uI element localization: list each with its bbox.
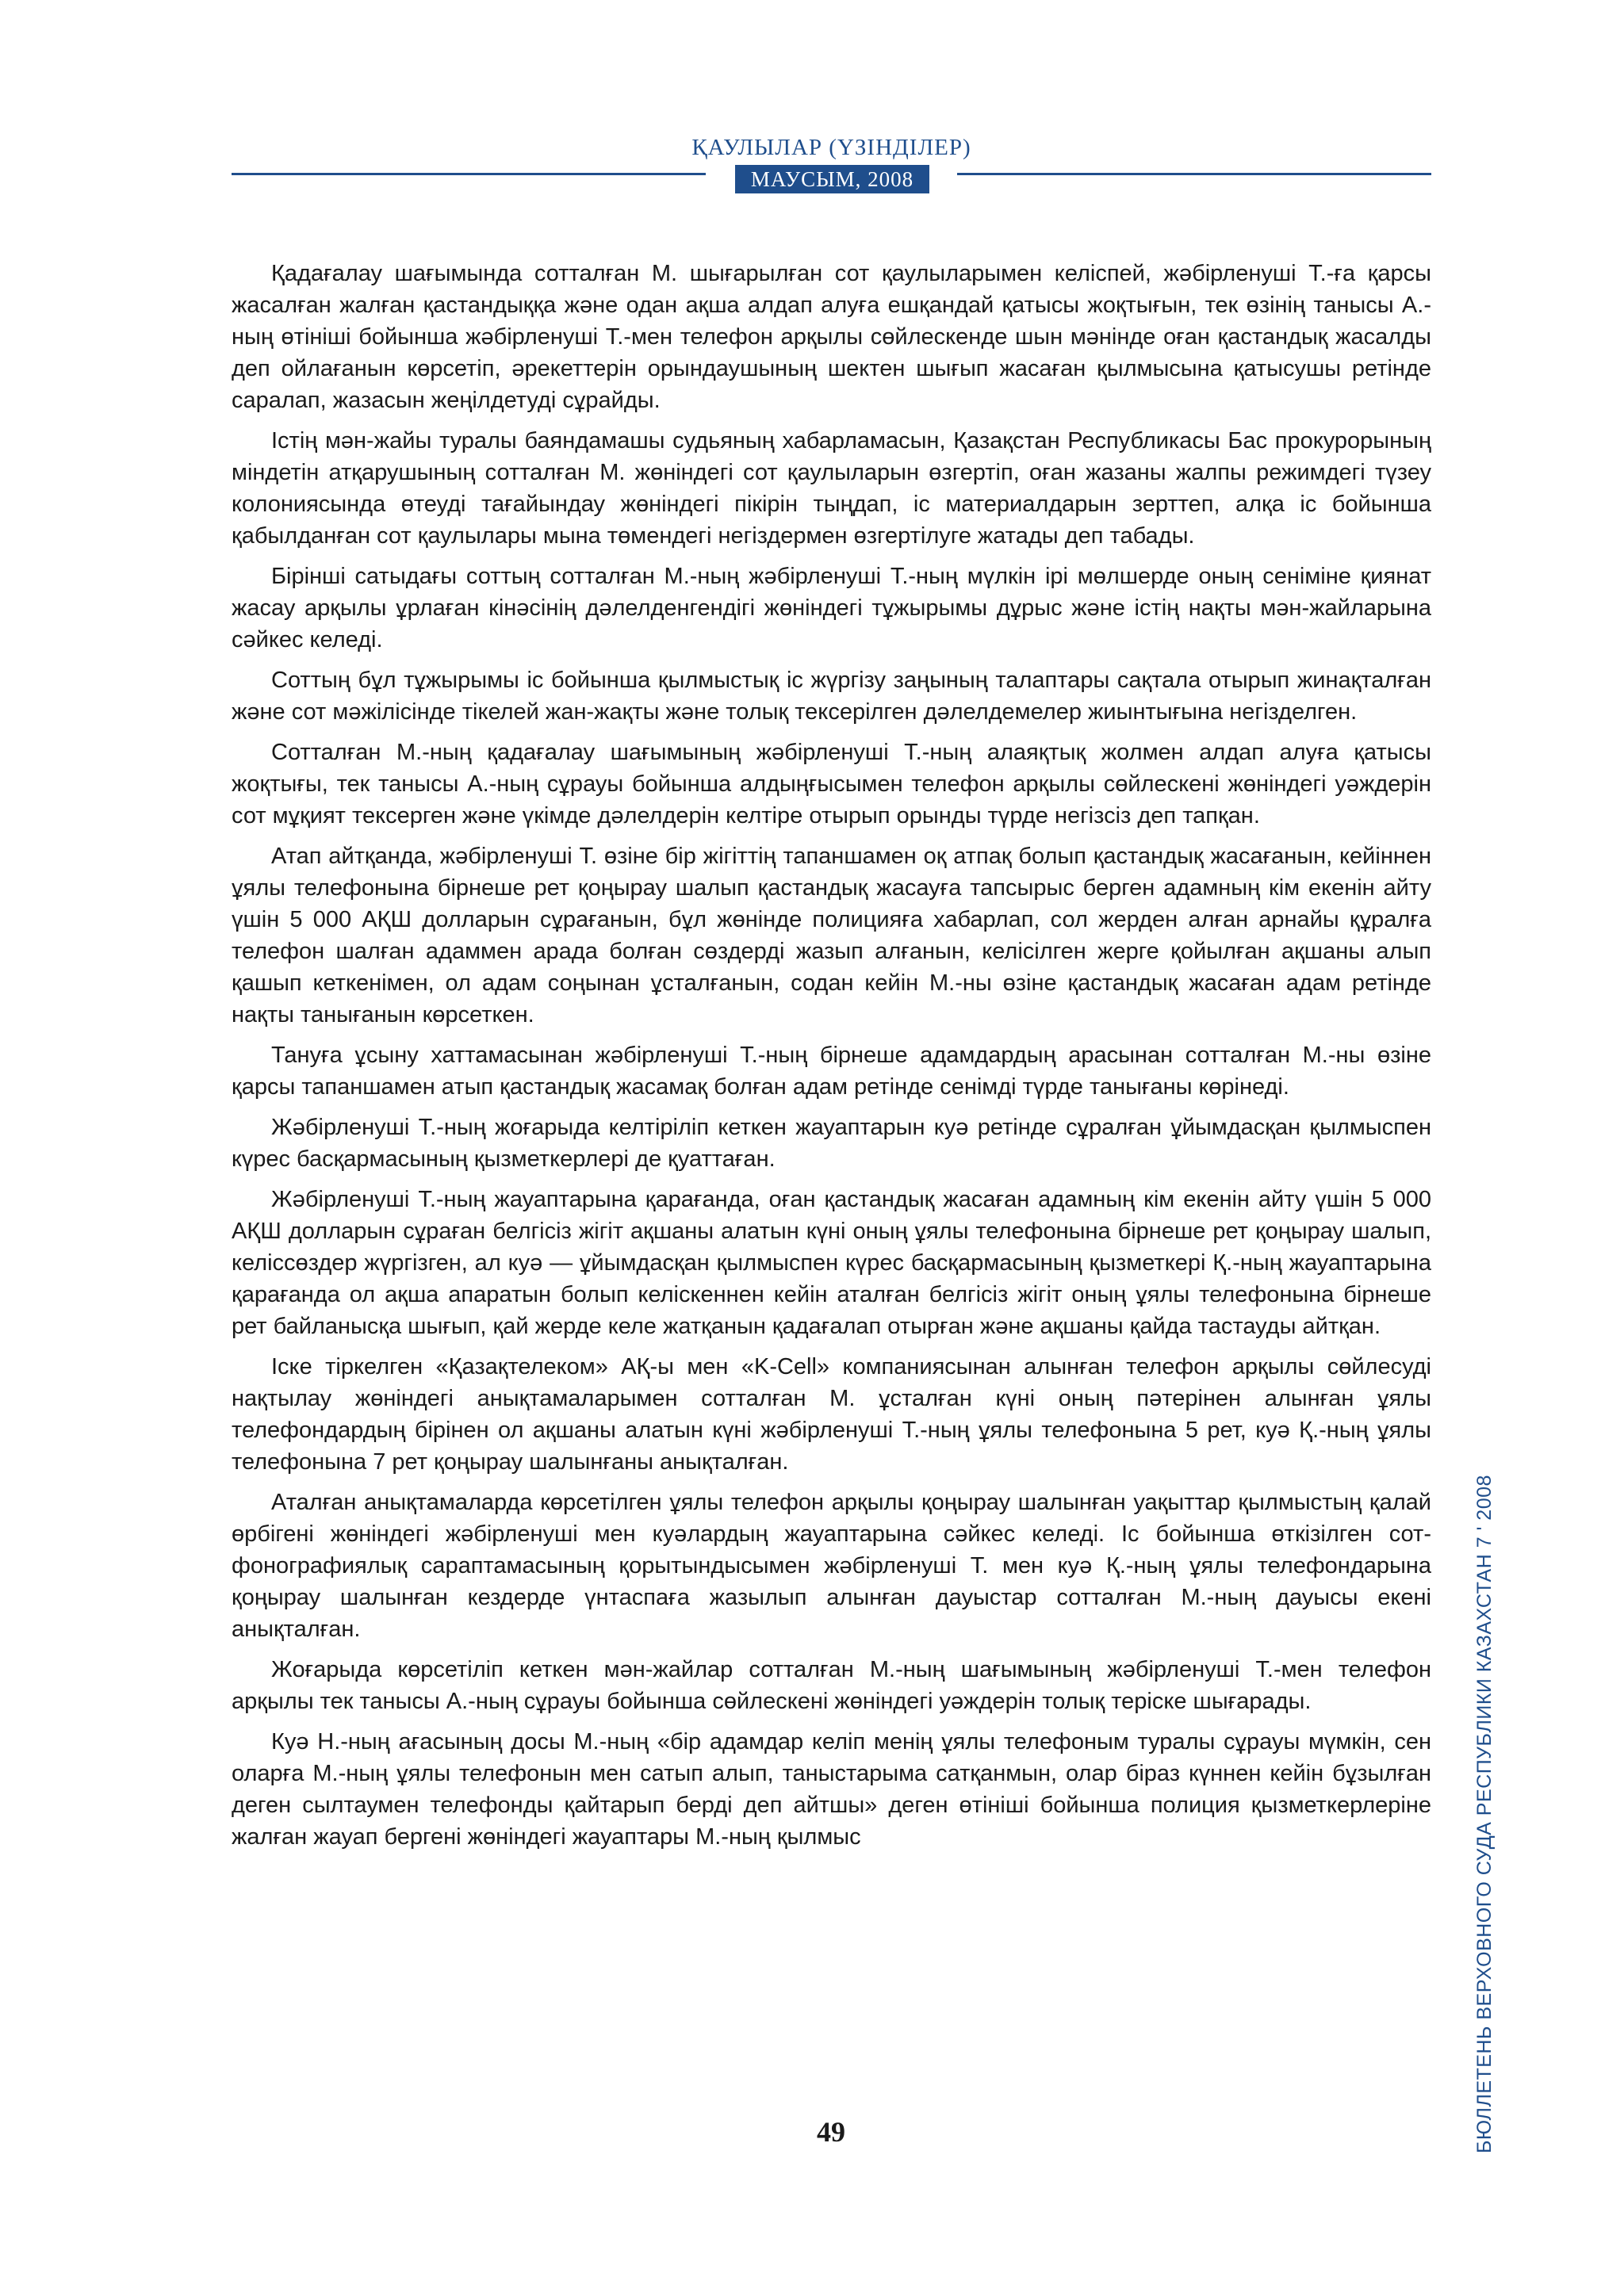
paragraph: Іске тіркелген «Қазақтелеком» АҚ-ы мен «K-Cell» компаниясынан алынған телефон арқылы сөйлесуді нақтылау жөніндегі анықтамаларымен сотталған М. ұсталған күні оның пәтерінен алынған ұялы телефондардың бірінен ол ақшаны алатын күні жәбірленуші Т.-ның ұялы телефонына 5 рет, куә Қ.-ның ұялы телефонына 7 рет қоңырау шалынғаны анықталған. [232, 1354, 1431, 1475]
paragraph: Жәбірленуші Т.-ның жауаптарына қарағанда, оған қастандық жасаған адамның кім екенін айту үшін 5 000 АҚШ долларын сұраған белгісіз жігіт ақшаны алатын күні оның ұялы телефонына бірнеше рет қоңырау шалып, келіссөздер жүргізген, ал куә — ұйымдасқан қылмыспен күрес басқармасының қызметкері Қ.-ның жауаптарына қарағанда ол ақша апаратын болып келіскеннен кейін аталған белгісіз жігіт оның ұялы телефонына бірнеше рет байланысқа шығып, қай жерде келе жатқанын қадағалап отырған және ақшаны қайда тастауды айтқан. [232, 1187, 1431, 1339]
section-title: ҚАУЛЫЛАР (ҮЗІНДІЛЕР) [691, 135, 971, 160]
paragraph: Соттың бұл тұжырымы іс бойынша қылмыстық іс жүргізу заңының талаптары сақтала отырып жинақталған және сот мәжілісінде тікелей жан-жақты және толық тексерілген дәлелдемелер жиынтығына негізделген. [232, 668, 1431, 725]
header-rule-right [957, 173, 1431, 175]
paragraph: Жәбірленуші Т.-ның жоғарыда келтіріліп кеткен жауаптарын куә ретінде сұралған ұйымдасқан қылмыспен күрес басқармасының қызметкерлері де қуаттаған. [232, 1115, 1431, 1172]
paragraph: Қадағалау шағымында сотталған М. шығарылған сот қаулыларымен келіспей, жәбірленуші Т.-ға қарсы жасалған жалған қастандыққа және одан ақша алдап алуға ешқандай қатысы жоқтығын, тек өзінің танысы А.-ның өтініші бойынша жәбірленуші Т.-мен телефон арқылы сөйлескенде шын мәнінде оған қастандық жасалды деп ойлағанын көрсетіп, әрекеттерін орындаушының шектен шығып жасаған қылмысына қатысушы ретінде саралап, жазасын жеңілдетуді сұрайды. [232, 261, 1431, 413]
paragraph: Куә Н.-ның ағасының досы М.-ның «бір адамдар келіп менің ұялы телефоным туралы сұрауы мүмкін, сен оларға М.-ның ұялы телефонын мен сатып алып, таныстарыма сатқанмын, олар біраз күннен кейін бұзылған деген сылтаумен телефонды қайтарып берді деп айтшы» деген өтініші бойынша полиция қызметкерлеріне жалған жауап бергені жөніндегі жауаптары М.-ның қылмыс [232, 1729, 1431, 1850]
paragraph: Сотталған М.-ның қадағалау шағымының жәбірленуші Т.-ның алаяқтық жолмен алдап алуға қатысы жоқтығы, тек танысы А.-ның сұрауы бойынша алдыңғысымен телефон арқылы сөйлескені жөніндегі уәждерін сот мұқият тексерген және үкімде дәлелдерін келтіре отырып орынды түрде негізсіз деп тапқан. [232, 740, 1431, 828]
paragraph: Аталған анықтамаларда көрсетілген ұялы телефон арқылы қоңырау шалынған уақыттар қылмыстың қалай өрбігені жөніндегі жәбірленуші мен куәлардың жауаптарына сәйкес келеді. Іс бойынша өткізілген сот-фонографиялық сараптамасының қорытындысымен жәбірленуші Т. мен куә Қ.-ның ұялы телефондарына қоңырау шалынған кездерде үнтаспаға жазылып алынған дауыстар сотталған М.-ның дауысы екені анықталған. [232, 1490, 1431, 1642]
paragraph: Атап айтқанда, жәбірленуші Т. өзіне бір жігіттің тапаншамен оқ атпақ болып қастандық жасағанын, кейіннен ұялы телефонына бірнеше рет қоңырау шалып қастандық жасауға тапсырыс берген адамның кім екенін айту үшін 5 000 АҚШ долларын сұрағанын, бұл жөнінде полицияға хабарлап, сол жерден алған арнайы құралға телефон шалған адаммен арада болған сөздерді жазып алғанын, келісілген жерге қойылған ақшаны алып қашып кеткенімен, ол адам соңынан ұсталғанын, содан кейін М.-ны өзіне қастандық жасаған адам ретінде нақты танығанын көрсеткен. [232, 844, 1431, 1027]
header-rule-left [232, 173, 706, 175]
page-header [232, 135, 1431, 198]
journal-side-title: БЮЛЛЕТЕНЬ ВЕРХОВНОГО СУДА РЕСПУБЛИКИ КАЗАХСТАН 7 ' 2008 [1473, 1475, 1496, 2153]
issue-date-badge: МАУСЫМ, 2008 [735, 165, 929, 193]
article-body [232, 258, 1431, 1862]
paragraph: Жоғарыда көрсетіліп кеткен мән-жайлар сотталған М.-ның шағымының жәбірленуші Т.-мен телефон арқылы тек танысы А.-ның сұрауы бойынша сөйлескені жөніндегі уәждерін толық теріске шығарады. [232, 1657, 1431, 1714]
page-number: 49 [817, 2116, 845, 2148]
paragraph: Істің мән-жайы туралы баяндамашы судьяның хабарламасын, Қазақстан Республикасы Бас прокурорының міндетін атқарушының сотталған М. жөніндегі сот қаулыларын өзгертіп, оған жазаны жалпы режимдегі түзеу колониясында өтеуді тағайындау жөніндегі пікірін тыңдап, іс материалдарын зерттеп, алқа іс бойынша қабылданған сот қаулылары мына төмендегі негіздермен өзгертілуге жатады деп табады. [232, 428, 1431, 549]
paragraph: Тануға ұсыну хаттамасынан жәбірленуші Т.-ның бірнеше адамдардың арасынан сотталған М.-ны өзіне қарсы тапаншамен атып қастандық жасамақ болған адам ретінде сенімді түрде танығаны көрінеді. [232, 1043, 1431, 1100]
paragraph: Бірінші сатыдағы соттың сотталған М.-ның жәбірленуші Т.-ның мүлкін ірі мөлшерде оның сеніміне қиянат жасау арқылы ұрлаған кінәсінің дәлелденгендігі жөніндегі тұжырымы дұрыс және істің нақты мән-жайларына сәйкес келеді. [232, 564, 1431, 652]
